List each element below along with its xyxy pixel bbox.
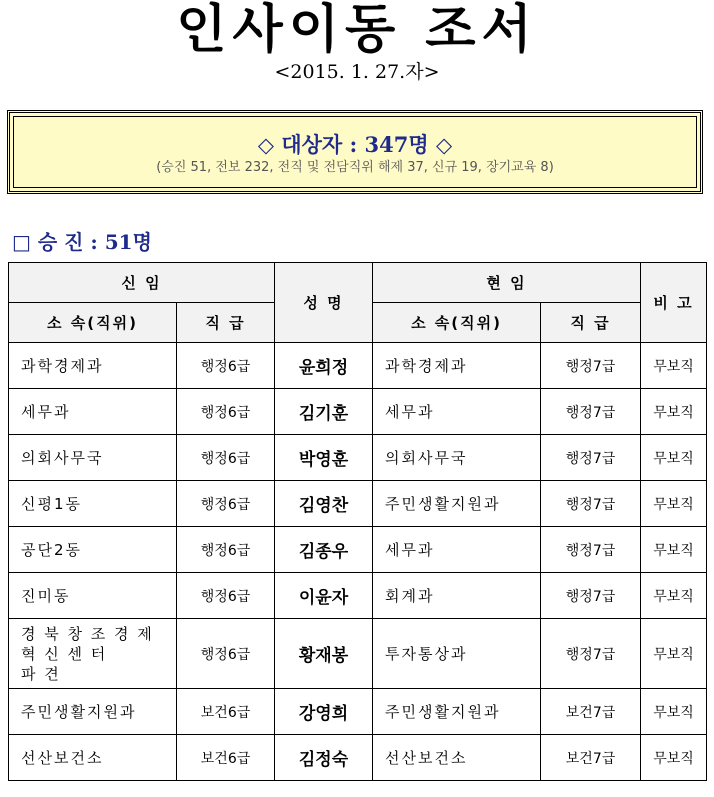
new-affiliation-cell: 공단2동 — [9, 527, 177, 573]
current-rank-cell: 행정7급 — [541, 435, 641, 481]
note-cell: 무보직 — [641, 689, 707, 735]
header-note: 비 고 — [641, 263, 707, 343]
current-rank-cell: 행정7급 — [541, 619, 641, 689]
table-row — [9, 343, 707, 389]
note-cell: 무보직 — [641, 435, 707, 481]
new-rank-cell: 행정6급 — [177, 435, 275, 481]
new-affiliation-cell — [9, 619, 177, 689]
current-rank-cell: 행정7급 — [541, 481, 641, 527]
new-affiliation-cell: 주민생활지원과 — [9, 689, 177, 735]
header-new-rank: 직 급 — [177, 303, 275, 343]
name-cell: 박영훈 — [275, 435, 373, 481]
current-affiliation-cell: 투자통상과 — [373, 619, 541, 689]
table-row — [9, 389, 707, 435]
new-rank-cell: 행정6급 — [177, 619, 275, 689]
name-cell: 강영희 — [275, 689, 373, 735]
summary-detail: (승진 51, 전보 232, 전직 및 전담직위 해제 37, 신규 19, 장기교육 8) — [156, 160, 554, 175]
current-affiliation-cell: 주민생활지원과 — [373, 689, 541, 735]
name-cell: 이윤자 — [275, 573, 373, 619]
new-affiliation-cell: 신평1동 — [9, 481, 177, 527]
current-affiliation-cell: 의회사무국 — [373, 435, 541, 481]
new-rank-cell: 보건6급 — [177, 735, 275, 781]
table-row — [9, 689, 707, 735]
new-affiliation-line: 파 견 — [21, 664, 61, 683]
name-cell: 김영찬 — [275, 481, 373, 527]
current-rank-cell: 행정7급 — [541, 573, 641, 619]
note-cell: 무보직 — [641, 735, 707, 781]
header-current-post: 현 임 — [373, 263, 641, 303]
table-row — [9, 619, 707, 689]
summary-inner-border — [13, 116, 697, 188]
new-affiliation-line: 경 북 창 조 경 제 — [21, 624, 154, 643]
new-rank-cell: 행정6급 — [177, 343, 275, 389]
header-current-rank: 직 급 — [541, 303, 641, 343]
table-row — [9, 527, 707, 573]
personnel-table — [8, 262, 707, 781]
new-rank-cell: 행정6급 — [177, 481, 275, 527]
header-new-post: 신 임 — [9, 263, 275, 303]
note-cell: 무보직 — [641, 573, 707, 619]
summary-box — [7, 110, 703, 194]
table-row — [9, 435, 707, 481]
note-cell: 무보직 — [641, 527, 707, 573]
new-rank-cell: 행정6급 — [177, 389, 275, 435]
page-title: 인사이동 조서 — [176, 0, 538, 60]
name-cell: 김종우 — [275, 527, 373, 573]
table-row — [9, 481, 707, 527]
note-cell: 무보직 — [641, 389, 707, 435]
new-rank-cell: 보건6급 — [177, 689, 275, 735]
section-title-promotion: □ 승 진 : 51명 — [12, 230, 152, 254]
name-cell: 윤희정 — [275, 343, 373, 389]
table-row — [9, 735, 707, 781]
new-affiliation-cell: 진미동 — [9, 573, 177, 619]
new-affiliation-cell: 세무과 — [9, 389, 177, 435]
new-rank-cell: 행정6급 — [177, 573, 275, 619]
new-affiliation-cell: 과학경제과 — [9, 343, 177, 389]
effective-date: <2015. 1. 27.자> — [274, 61, 440, 83]
current-affiliation-cell: 주민생활지원과 — [373, 481, 541, 527]
current-affiliation-cell: 세무과 — [373, 527, 541, 573]
note-cell: 무보직 — [641, 619, 707, 689]
current-affiliation-cell: 과학경제과 — [373, 343, 541, 389]
new-rank-cell: 행정6급 — [177, 527, 275, 573]
name-cell: 황재봉 — [275, 619, 373, 689]
current-rank-cell: 행정7급 — [541, 343, 641, 389]
note-cell: 무보직 — [641, 481, 707, 527]
current-rank-cell: 행정7급 — [541, 389, 641, 435]
current-affiliation-cell: 회계과 — [373, 573, 541, 619]
summary-headline: ◇ 대상자 : 347명 ◇ — [257, 132, 453, 157]
header-name: 성 명 — [275, 263, 373, 343]
name-cell: 김정숙 — [275, 735, 373, 781]
header-new-affiliation: 소 속(직위) — [9, 303, 177, 343]
table-row — [9, 573, 707, 619]
note-cell: 무보직 — [641, 343, 707, 389]
current-affiliation-cell: 세무과 — [373, 389, 541, 435]
current-rank-cell: 보건7급 — [541, 735, 641, 781]
new-affiliation-line: 혁 신 센 터 — [21, 644, 108, 663]
current-affiliation-cell: 선산보건소 — [373, 735, 541, 781]
current-rank-cell: 보건7급 — [541, 689, 641, 735]
header-current-affiliation: 소 속(직위) — [373, 303, 541, 343]
current-rank-cell: 행정7급 — [541, 527, 641, 573]
name-cell: 김기훈 — [275, 389, 373, 435]
new-affiliation-cell: 선산보건소 — [9, 735, 177, 781]
new-affiliation-cell: 의회사무국 — [9, 435, 177, 481]
